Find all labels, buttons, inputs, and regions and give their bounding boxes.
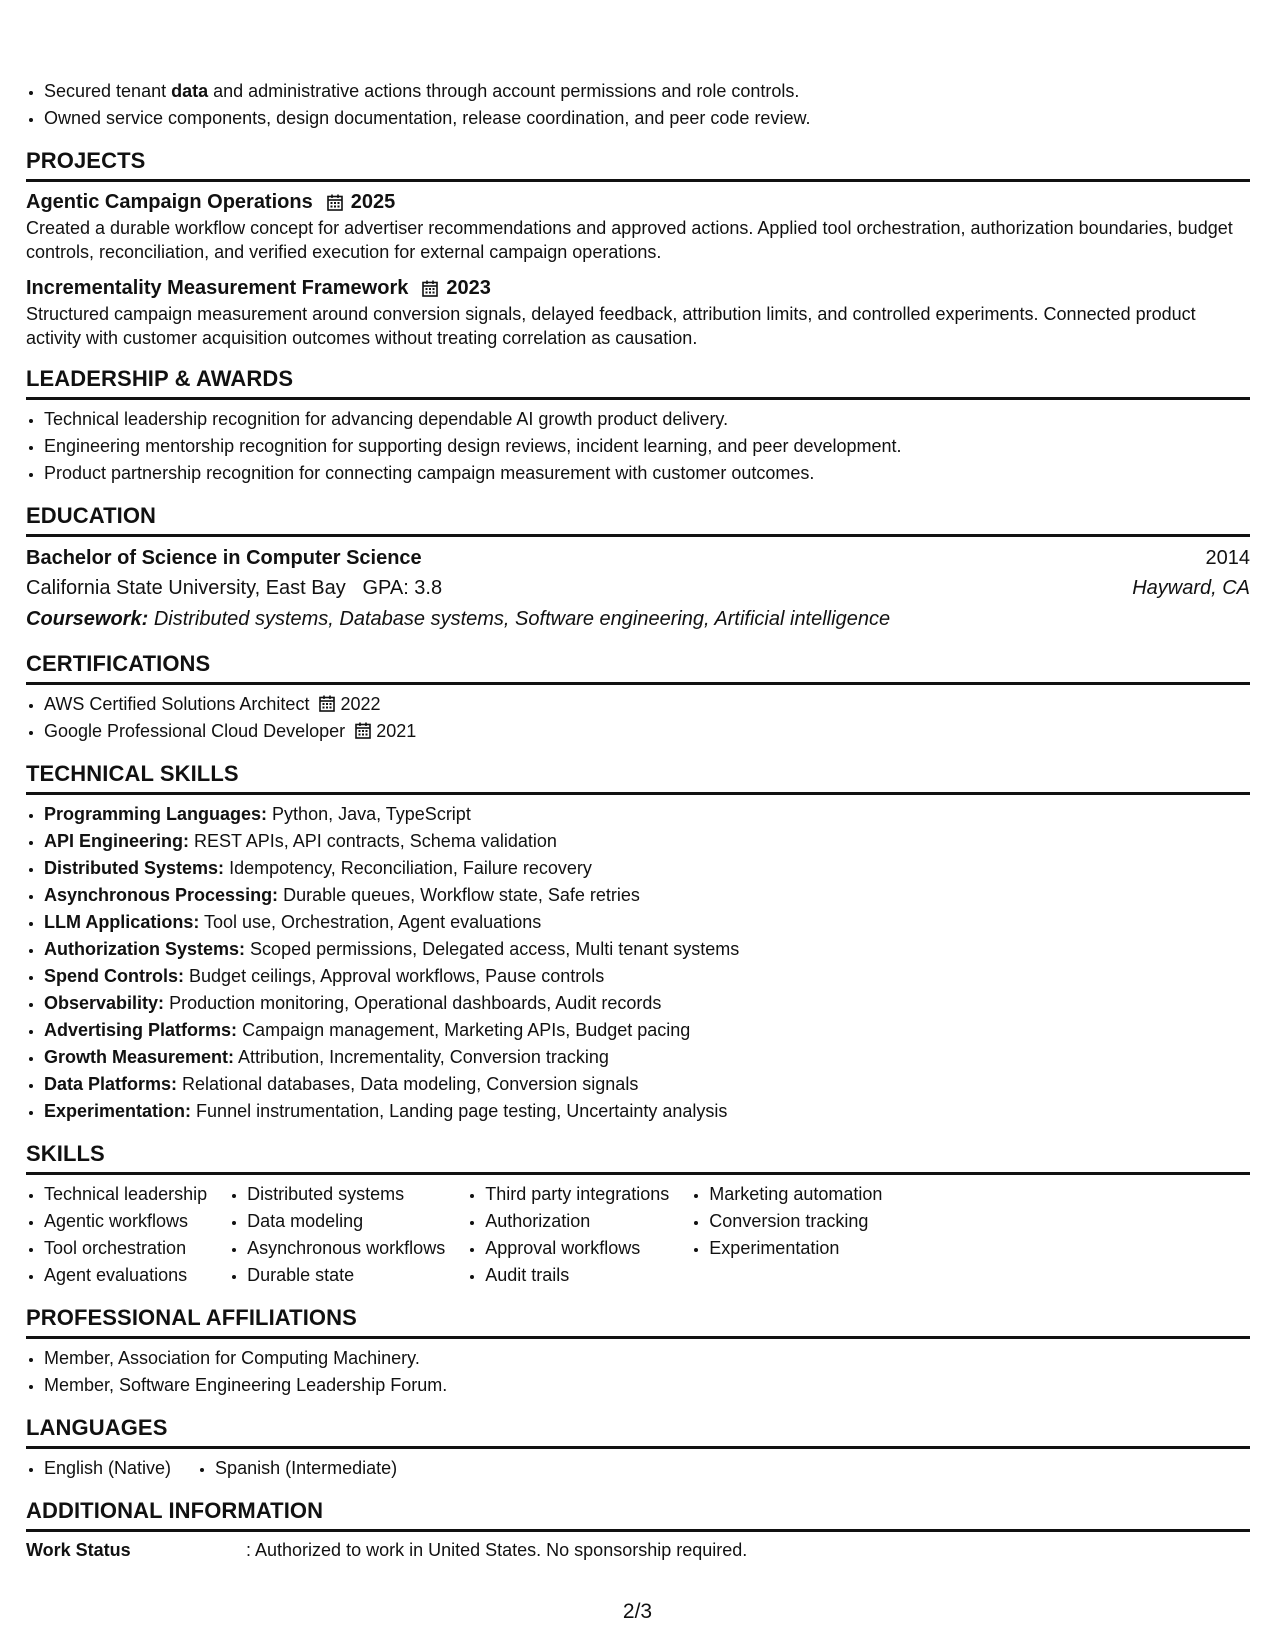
list-item: • Data modeling (247, 1208, 445, 1235)
list-item: • Conversion tracking (709, 1208, 882, 1235)
list-item: • Distributed systems (247, 1181, 445, 1208)
certifications-section (26, 651, 1250, 745)
calendar-icon (327, 194, 343, 211)
languages-list (26, 1455, 1250, 1482)
list-item: • Audit trails (485, 1262, 669, 1289)
skills-column (691, 1181, 882, 1289)
leadership-list (26, 406, 1250, 487)
projects-section (26, 148, 1250, 350)
list-item: • Approval workflows (485, 1235, 669, 1262)
section-title: LANGUAGES (26, 1415, 1250, 1449)
project-item (26, 274, 1250, 350)
page-number: 2/3 (622, 1600, 653, 1623)
list-item: • Distributed Systems: Idempotency, Reconciliation, Failure recovery (44, 855, 1250, 882)
list-item: • Growth Measurement: Attribution, Incrementality, Conversion tracking (44, 1044, 1250, 1071)
gpa: GPA: 3.8 (362, 577, 443, 599)
degree: Bachelor of Science in Computer Science (26, 547, 422, 569)
work-status-label: Work Status (26, 1540, 131, 1560)
list-item: • Technical leadership recognition for advancing dependable AI growth product delivery. (44, 406, 1250, 433)
list-item: • Spend Controls: Budget ceilings, Approval workflows, Pause controls (44, 963, 1250, 990)
list-item: • AWS Certified Solutions Architect 2022 (44, 691, 1250, 718)
project-name: Agentic Campaign Operations (26, 191, 313, 213)
affiliations-list (26, 1345, 1250, 1399)
list-item: • Authorization Systems: Scoped permissions, Delegated access, Multi tenant systems (44, 936, 1250, 963)
section-title: TECHNICAL SKILLS (26, 761, 1250, 795)
leadership-section (26, 366, 1250, 487)
list-item: • Advertising Platforms: Campaign management, Marketing APIs, Budget pacing (44, 1017, 1250, 1044)
skills-column (26, 1181, 207, 1289)
list-item: • Secured tenant data and administrative actions through account permissions and role controls. (44, 78, 1250, 105)
list-item: • English (Native) (44, 1455, 171, 1482)
section-title: LEADERSHIP & AWARDS (26, 366, 1250, 400)
skills-section (26, 1141, 1250, 1289)
section-title: ADDITIONAL INFORMATION (26, 1498, 1250, 1532)
project-description: Created a durable workflow concept for advertiser recommendations and approved actions. Applied tool orchestration, authorization boundaries, budget controls, reconciliation, and verified execution for external campaign operations. (26, 218, 1233, 262)
list-item: • Observability: Production monitoring, Operational dashboards, Audit records (44, 990, 1250, 1017)
list-item: • Product partnership recognition for connecting campaign measurement with customer outcomes. (44, 460, 1250, 487)
list-item: • Tool orchestration (44, 1235, 207, 1262)
experience-bullets (26, 78, 1250, 132)
project-year: 2023 (446, 277, 491, 299)
work-status-row (26, 1538, 1250, 1562)
technical-skills-section (26, 761, 1250, 1125)
list-item: • Authorization (485, 1208, 669, 1235)
technical-skills-list (26, 801, 1250, 1125)
section-title: CERTIFICATIONS (26, 651, 1250, 685)
list-item: • Spanish (Intermediate) (215, 1455, 397, 1482)
list-item: • Agentic workflows (44, 1208, 207, 1235)
work-status-value: : Authorized to work in United States. No sponsorship required. (246, 1540, 748, 1560)
resume-page (26, 78, 1250, 1562)
skills-columns (26, 1181, 1250, 1289)
coursework: Coursework: Distributed systems, Database systems, Software engineering, Artificial intelligence (26, 608, 891, 630)
project-item (26, 188, 1250, 264)
list-item: • Data Platforms: Relational databases, Data modeling, Conversion signals (44, 1071, 1250, 1098)
list-item: • Durable state (247, 1262, 445, 1289)
languages-section (26, 1415, 1250, 1482)
section-title: SKILLS (26, 1141, 1250, 1175)
calendar-icon (319, 695, 335, 712)
list-item: • Member, Software Engineering Leadership Forum. (44, 1372, 1250, 1399)
list-item: • Owned service components, design documentation, release coordination, and peer code review. (44, 105, 1250, 132)
project-description: Structured campaign measurement around conversion signals, delayed feedback, attribution limits, and controlled experiments. Connected product activity with customer acquisition outcomes without treating correlation as causation. (26, 304, 1196, 348)
list-item: • Marketing automation (709, 1181, 882, 1208)
graduation-year: 2014 (1205, 547, 1250, 569)
list-item: • Technical leadership (44, 1181, 207, 1208)
list-item: • Engineering mentorship recognition for supporting design reviews, incident learning, and peer development. (44, 433, 1250, 460)
list-item: • LLM Applications: Tool use, Orchestration, Agent evaluations (44, 909, 1250, 936)
coursework-label: Coursework: (26, 608, 149, 630)
list-item: • Member, Association for Computing Machinery. (44, 1345, 1250, 1372)
project-name: Incrementality Measurement Framework (26, 277, 409, 299)
additional-info-section (26, 1498, 1250, 1562)
calendar-icon (355, 722, 371, 739)
project-year: 2025 (350, 191, 396, 213)
list-item: • Google Professional Cloud Developer 2021 (44, 718, 1250, 745)
section-title: EDUCATION (26, 503, 1250, 537)
list-item: • Asynchronous workflows (247, 1235, 445, 1262)
affiliations-section (26, 1305, 1250, 1399)
section-title: PROFESSIONAL AFFILIATIONS (26, 1305, 1250, 1339)
list-item: • Experimentation (709, 1235, 882, 1262)
experience-continuation (26, 78, 1250, 132)
list-item: • Experimentation: Funnel instrumentation, Landing page testing, Uncertainty analysis (44, 1098, 1250, 1125)
section-title: PROJECTS (26, 148, 1250, 182)
list-item: • API Engineering: REST APIs, API contracts, Schema validation (44, 828, 1250, 855)
list-item: • Programming Languages: Python, Java, TypeScript (44, 801, 1250, 828)
list-item: • Agent evaluations (44, 1262, 207, 1289)
school-location: Hayward, CA (1132, 577, 1250, 599)
list-item: • Third party integrations (485, 1181, 669, 1208)
certifications-list (26, 691, 1250, 745)
list-item: • Asynchronous Processing: Durable queues, Workflow state, Safe retries (44, 882, 1250, 909)
skills-column (467, 1181, 669, 1289)
school-name: California State University, East Bay (26, 577, 346, 599)
education-section (26, 503, 1250, 635)
calendar-icon (422, 280, 438, 297)
skills-column (229, 1181, 445, 1289)
